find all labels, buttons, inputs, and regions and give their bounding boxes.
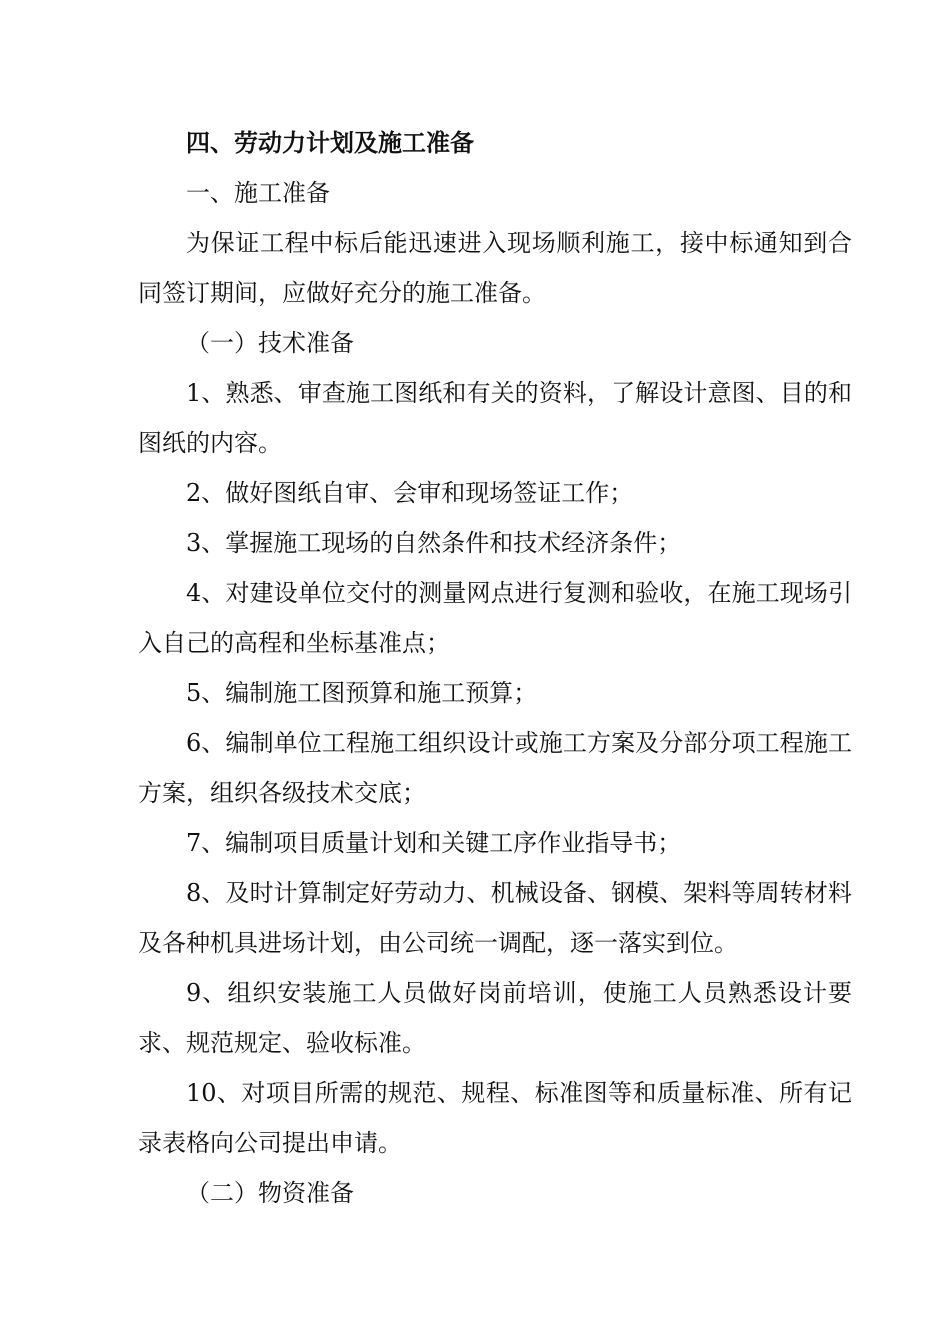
list-item: 1、熟悉、审查施工图纸和有关的资料，了解设计意图、目的和图纸的内容。 (138, 379, 852, 457)
document-body (138, 118, 852, 1218)
list-item: 2、做好图纸自审、会审和现场签证工作； (186, 479, 634, 507)
subsection-heading-materials: （二）物资准备 (186, 1179, 354, 1207)
chapter-heading: 四、劳动力计划及施工准备 (186, 128, 474, 157)
list-item: 7、编制项目质量计划和关键工序作业指导书； (186, 829, 682, 857)
list-item: 3、掌握施工现场的自然条件和技术经济条件； (186, 529, 682, 557)
list-item: 8、及时计算制定好劳动力、机械设备、钢模、架料等周转材料及各种机具进场计划，由公司统一调配，逐一落实到位。 (138, 879, 852, 957)
subsection-heading-technical: （一）技术准备 (186, 329, 354, 357)
list-item: 6、编制单位工程施工组织设计或施工方案及分部分项工程施工方案，组织各级技术交底； (138, 729, 852, 807)
list-item: 4、对建设单位交付的测量网点进行复测和验收，在施工现场引入自己的高程和坐标基准点； (138, 579, 852, 657)
list-item: 9、组织安装施工人员做好岗前培训，使施工人员熟悉设计要求、规范规定、验收标准。 (138, 979, 852, 1057)
section-heading: 一、施工准备 (186, 179, 330, 207)
intro-paragraph: 为保证工程中标后能迅速进入现场顺利施工，接中标通知到合同签订期间，应做好充分的施工准备。 (138, 229, 852, 307)
list-item: 10、对项目所需的规范、规程、标准图等和质量标准、所有记录表格向公司提出申请。 (138, 1079, 852, 1157)
list-item: 5、编制施工图预算和施工预算； (186, 679, 538, 707)
